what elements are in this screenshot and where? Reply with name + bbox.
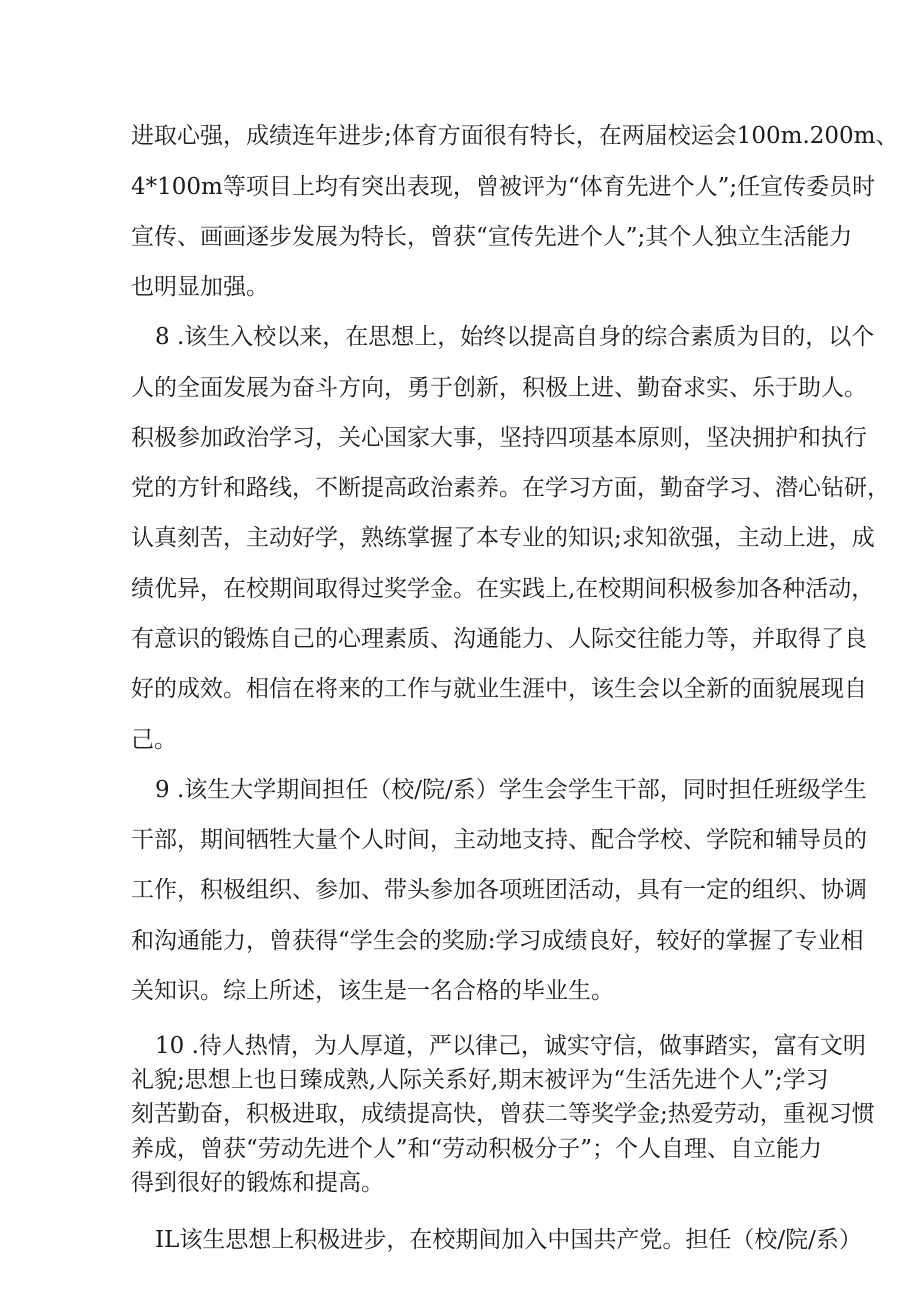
text-line: 得到很好的锻炼和提高。	[131, 1170, 384, 1196]
text-line: 4*100m等项目上均有突出表现，曾被评为“体育先进个人”;任宣传委员时	[131, 174, 876, 200]
text-line: 好的成效。相信在将来的工作与就业生涯中，该生会以全新的面貌展现自	[131, 676, 867, 702]
text-line: 和沟通能力，曾获得“学生会的奖励:学习成绩良好，较好的掌握了专业相	[131, 928, 864, 954]
text-line: 宣传、画画逐步发展为特长，曾获“宣传先进个人”;其个人独立生活能力	[131, 224, 853, 250]
text-line: 有意识的锻炼自己的心理素质、沟通能力、人际交往能力等，并取得了良	[131, 626, 867, 652]
text-line: 进取心强，成绩连年进步;体育方面很有特长，在两届校运会100m.200m、	[131, 123, 899, 149]
text-line: 也明显加强。	[131, 274, 269, 300]
text-line: 干部，期间牺牲大量个人时间，主动地支持、配合学校、学院和辅导员的	[131, 827, 867, 853]
text-line: 9 .该生大学期间担任（校/院/系）学生会学生干部，同时担任班级学生	[155, 777, 867, 803]
text-line: 养成，曾获“劳动先进个人”和“劳动积极分子”；个人自理、自立能力	[131, 1136, 823, 1162]
text-line: 己。	[131, 727, 177, 753]
text-line: IL该生思想上积极进步，在校期间加入中国共产党。担任（校/院/系）	[155, 1227, 862, 1253]
text-line: 人的全面发展为奋斗方向，勇于创新，积极上进、勤奋求实、乐于助人。	[131, 375, 867, 401]
text-line: 认真刻苦，主动好学，熟练掌握了本专业的知识;求知欲强，主动上进，成	[131, 525, 875, 551]
text-line: 积极参加政治学习，关心国家大事，坚持四项基本原则，坚决拥护和执行	[131, 425, 867, 451]
text-line: 刻苦勤奋，积极进取，成绩提高快，曾获二等奖学金;热爱劳动，重视习惯	[131, 1101, 875, 1127]
text-line: 关知识。综上所述，该生是一名合格的毕业生。	[131, 978, 614, 1004]
text-line: 党的方针和路线，不断提高政治素养。在学习方面，勤奋学习、潜心钻研，	[131, 475, 890, 501]
text-line: 10 .待人热情，为人厚道，严以律己，诚实守信，做事踏实，富有文明	[155, 1033, 866, 1059]
text-line: 绩优异，在校期间取得过奖学金。在实践上,在校期间积极参加各种活动，	[131, 576, 875, 602]
text-line: 8 .该生入校以来，在思想上，始终以提高自身的综合素质为目的，以个	[155, 324, 875, 350]
text-line: 工作，积极组织、参加、带头参加各项班团活动，具有一定的组织、协调	[131, 877, 867, 903]
text-line: 礼貌;思想上也日臻成熟,人际关系好,期末被评为“生活先进个人”;学习	[131, 1067, 829, 1093]
